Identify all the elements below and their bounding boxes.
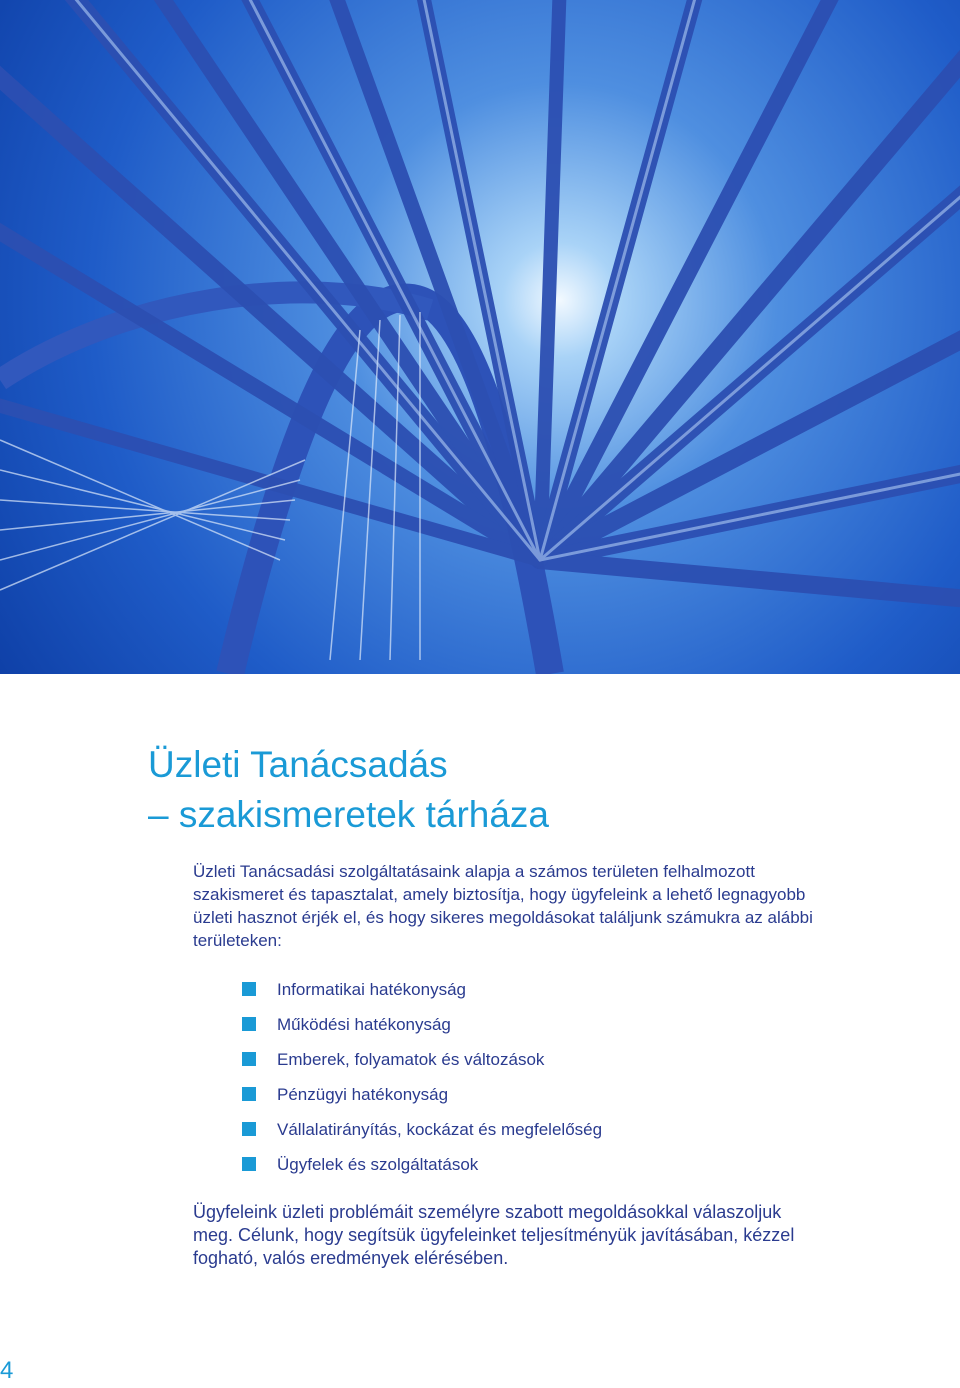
list-item-label: Informatikai hatékonyság [277, 980, 466, 999]
bullet-square-icon [242, 1052, 256, 1066]
title-line-2: – szakismeretek tárháza [148, 794, 550, 835]
closing-paragraph: Ügyfeleink üzleti problémáit személyre szabott megoldásokkal válaszoljuk meg. Célunk, hogy segítsük ügyfeleinket teljesítményük javításában, kézzel fogható, valós eredmények elérésében. [193, 1202, 795, 1268]
hero-image [0, 0, 960, 674]
bullet-square-icon [242, 982, 256, 996]
list-item [242, 978, 602, 1013]
page-title [148, 740, 549, 840]
list-item [242, 1048, 602, 1083]
title-line-1: Üzleti Tanácsadás [148, 744, 448, 785]
list-item [242, 1118, 602, 1153]
list-item [242, 1083, 602, 1118]
list-item [242, 1153, 602, 1188]
service-area-list [242, 978, 602, 1188]
bridge-photo [0, 0, 960, 674]
list-item-label: Emberek, folyamatok és változások [277, 1050, 545, 1069]
bullet-square-icon [242, 1122, 256, 1136]
list-item-label: Vállalatirányítás, kockázat és megfelelőség [277, 1120, 603, 1139]
intro-paragraph: Üzleti Tanácsadási szolgáltatásaink alapja a számos területen felhalmozott szakismeret és tapasztalat, amely biztosítja, hogy ügyfeleink a lehető legnagyobb üzleti hasznot érjék el, és hogy sikeres megoldásokat találjunk számukra az alábbi területeken: [193, 862, 813, 950]
bullet-square-icon [242, 1017, 256, 1031]
list-item-label: Pénzügyi hatékonyság [277, 1085, 449, 1104]
list-item [242, 1013, 602, 1048]
list-item-label: Működési hatékonyság [277, 1015, 451, 1034]
bullet-square-icon [242, 1087, 256, 1101]
page-number: 4 [0, 1357, 14, 1384]
bullet-square-icon [242, 1157, 256, 1171]
list-item-label: Ügyfelek és szolgáltatások [277, 1155, 479, 1174]
